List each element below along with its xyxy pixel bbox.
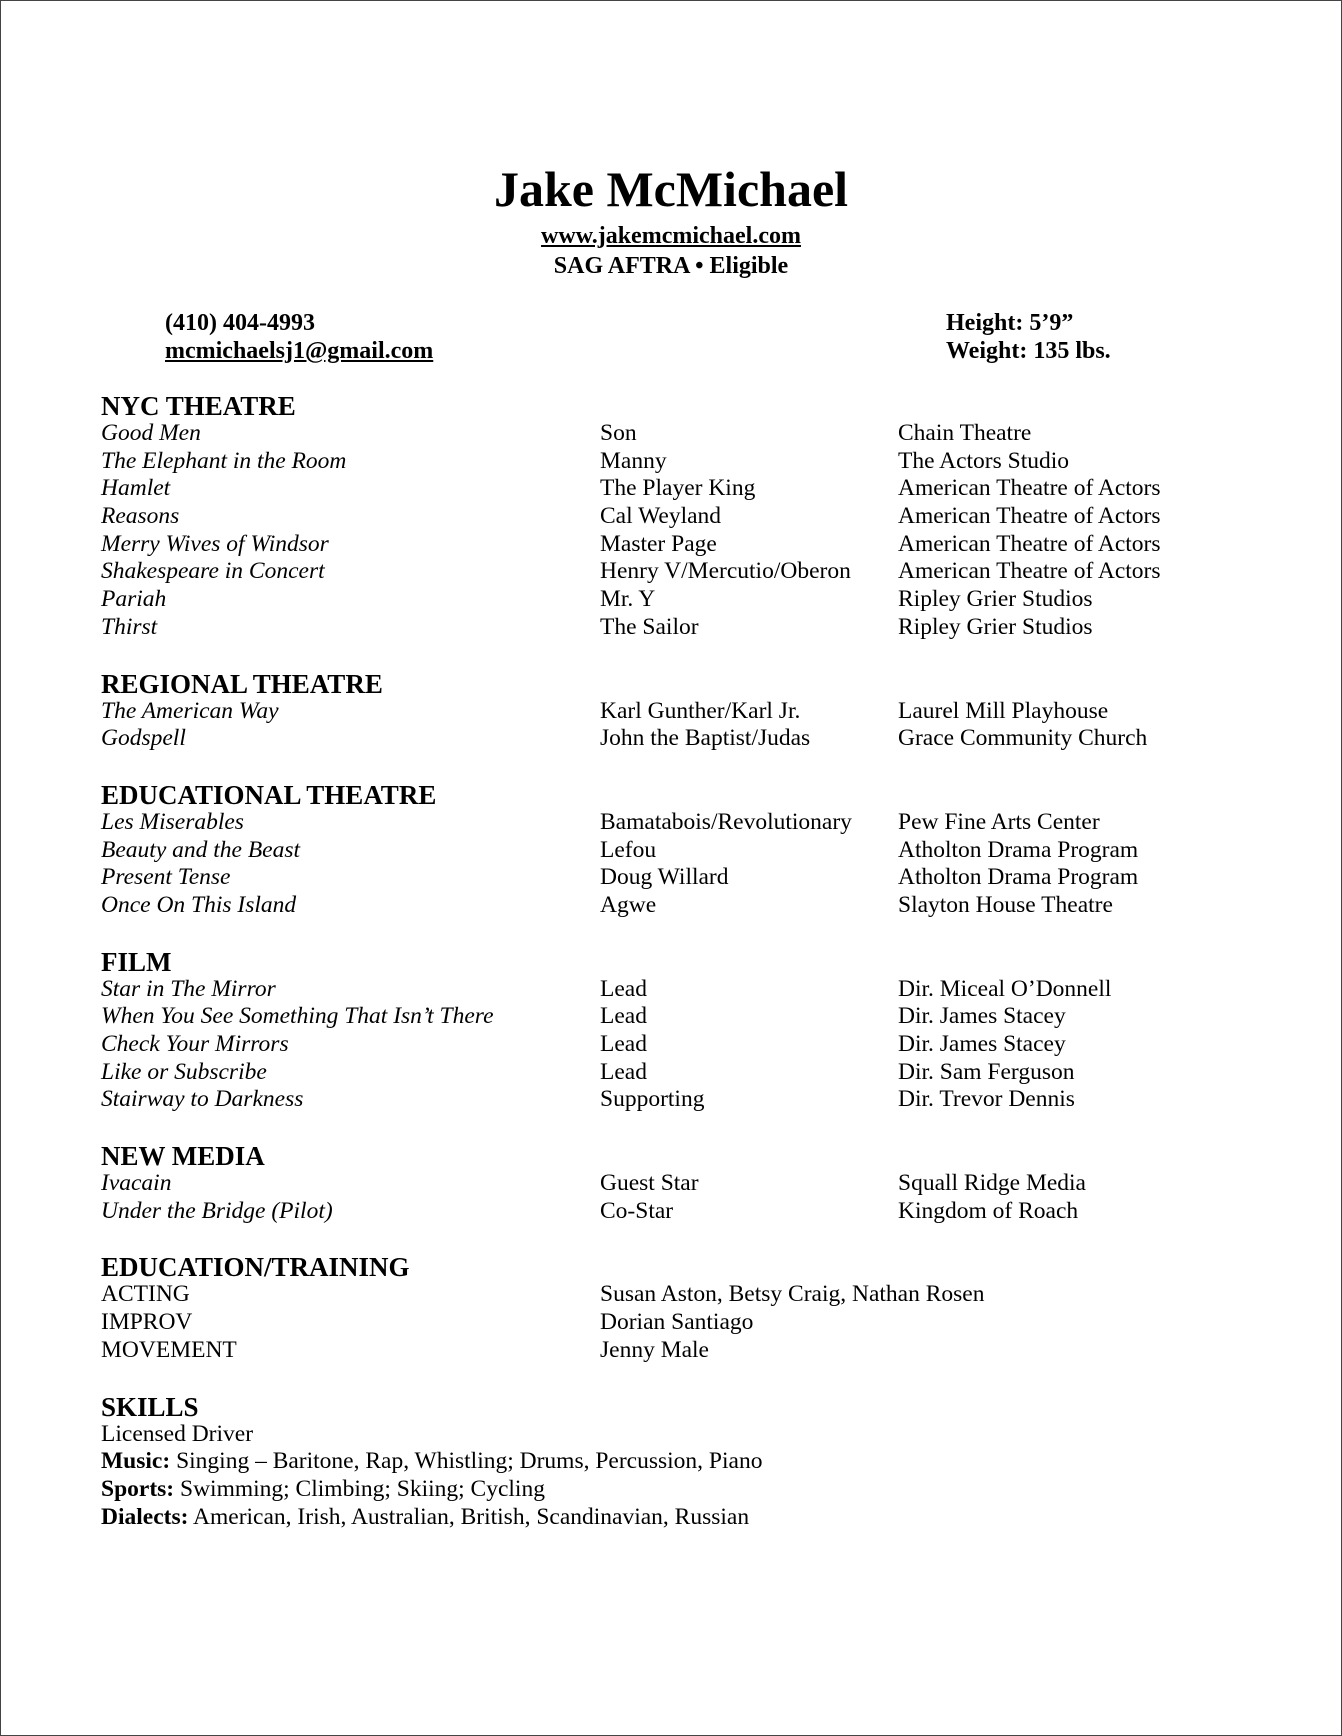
credit-section (101, 781, 1281, 920)
union-status: SAG AFTRA • Eligible (553, 253, 789, 279)
training-row (101, 1281, 1281, 1309)
credit-role: Henry V/Mercutio/Oberon (600, 558, 851, 585)
credit-role: Master Page (600, 530, 717, 557)
resume-sections (101, 392, 1281, 1559)
credit-role: Co-Star (600, 1197, 674, 1224)
credit-venue: American Theatre of Actors (898, 503, 1161, 530)
credit-role: Mr. Y (600, 586, 656, 613)
credit-section (101, 392, 1281, 642)
skill-label: Sports: (101, 1475, 175, 1502)
height-stat: Height: 5’9” (946, 310, 1074, 336)
credit-role: Cal Weyland (600, 503, 722, 530)
credit-role: Guest Star (600, 1170, 699, 1197)
skill-label: Music: (101, 1448, 171, 1475)
email-link[interactable]: mcmichaelsj1@gmail.com (165, 338, 434, 364)
credit-venue: American Theatre of Actors (898, 530, 1161, 557)
credit-title: Good Men (101, 420, 201, 446)
training-instructors: Dorian Santiago (600, 1309, 754, 1336)
credit-role: Supporting (600, 1086, 705, 1113)
credit-row (101, 864, 1281, 892)
credit-row (101, 725, 1281, 753)
actor-name: Jake McMichael (493, 161, 849, 217)
contact-info (165, 309, 433, 365)
credit-title: Check Your Mirrors (101, 1031, 289, 1057)
credit-row (101, 1170, 1281, 1198)
credit-venue: Dir. Sam Ferguson (898, 1058, 1075, 1085)
credit-row (101, 531, 1281, 559)
credit-title: Merry Wives of Windsor (101, 530, 329, 557)
credit-row (101, 586, 1281, 614)
credit-venue: Squall Ridge Media (898, 1170, 1086, 1197)
credit-role: The Sailor (600, 613, 699, 640)
training-category: IMPROV (101, 1309, 193, 1336)
skill-line (101, 1476, 1281, 1504)
credit-title: Hamlet (101, 475, 171, 502)
skill-text: Singing – Baritone, Rap, Whistling; Drums, Percussion, Piano (170, 1448, 763, 1475)
training-section (101, 1253, 1281, 1364)
credit-row (101, 809, 1281, 837)
credit-role: Karl Gunther/Karl Jr. (600, 697, 801, 724)
phone-number: (410) 404-4993 (165, 310, 315, 336)
credit-venue: Dir. James Stacey (898, 1031, 1066, 1057)
credit-title: Reasons (101, 503, 180, 530)
credit-role: Manny (600, 447, 667, 474)
credit-role: Agwe (600, 891, 657, 918)
credit-title: Beauty and the Beast (101, 836, 301, 863)
skill-text: Licensed Driver (101, 1420, 254, 1447)
credit-venue: Slayton House Theatre (898, 891, 1113, 918)
credit-title: Ivacain (101, 1170, 172, 1197)
credit-role: Bamatabois/Revolutionary (600, 808, 852, 835)
credit-section (101, 670, 1281, 753)
credit-title: Star in The Mirror (101, 975, 276, 1002)
training-category: MOVEMENT (101, 1336, 237, 1363)
skill-line (101, 1504, 1281, 1532)
credit-venue: Dir. James Stacey (898, 1003, 1066, 1030)
credit-title: Les Miserables (101, 808, 244, 835)
skill-label: Dialects: (101, 1503, 189, 1530)
credit-section (101, 1142, 1281, 1225)
credit-row (101, 837, 1281, 865)
credit-venue: Grace Community Church (898, 725, 1148, 752)
credit-title: Once On This Island (101, 891, 297, 918)
training-instructors: Susan Aston, Betsy Craig, Nathan Rosen (600, 1281, 985, 1308)
credit-role: Lead (600, 1058, 647, 1085)
credit-row (101, 448, 1281, 476)
credit-row (101, 503, 1281, 531)
credit-row (101, 1031, 1281, 1059)
credit-row (101, 614, 1281, 642)
credit-row (101, 558, 1281, 586)
credit-title: The Elephant in the Room (101, 447, 347, 474)
credit-role: Doug Willard (600, 864, 729, 891)
credit-row (101, 892, 1281, 920)
training-instructors: Jenny Male (600, 1336, 709, 1363)
credit-venue: American Theatre of Actors (898, 475, 1161, 502)
credit-role: John the Baptist/Judas (600, 725, 811, 752)
credit-venue: Ripley Grier Studios (898, 586, 1093, 613)
credit-row (101, 1086, 1281, 1114)
credit-title: Stairway to Darkness (101, 1086, 304, 1113)
credit-row (101, 1003, 1281, 1031)
credit-venue: Pew Fine Arts Center (898, 808, 1100, 835)
training-category: ACTING (101, 1281, 190, 1308)
credit-title: The American Way (101, 697, 279, 724)
training-row (101, 1337, 1281, 1365)
credit-venue: Dir. Trevor Dennis (898, 1086, 1075, 1113)
credit-venue: Ripley Grier Studios (898, 613, 1093, 640)
credit-venue: The Actors Studio (898, 447, 1070, 474)
credit-title: Godspell (101, 725, 186, 752)
weight-stat: Weight: 135 lbs. (946, 338, 1111, 364)
credit-row (101, 420, 1281, 448)
credit-row (101, 698, 1281, 726)
credit-venue: Chain Theatre (898, 420, 1032, 446)
credit-role: Son (600, 420, 637, 446)
skill-text: American, Irish, Australian, British, Scandinavian, Russian (188, 1503, 750, 1530)
credit-venue: Atholton Drama Program (898, 836, 1139, 863)
skills-section (101, 1393, 1281, 1532)
physical-stats (946, 309, 1111, 365)
section-title: NYC THEATRE (101, 391, 296, 421)
credit-row (101, 976, 1281, 1004)
credit-row (101, 475, 1281, 503)
credit-title: Like or Subscribe (101, 1058, 267, 1085)
section-title: FILM (101, 946, 172, 977)
credit-title: When You See Something That Isn’t There (101, 1003, 494, 1030)
credit-venue: Dir. Miceal O’Donnell (898, 975, 1112, 1002)
credit-role: The Player King (600, 475, 756, 502)
section-title: EDUCATION/TRAINING (101, 1252, 410, 1283)
credit-title: Present Tense (101, 864, 231, 891)
credit-venue: Atholton Drama Program (898, 864, 1139, 891)
credit-role: Lead (600, 1031, 647, 1057)
credit-title: Pariah (101, 586, 167, 613)
skill-line (101, 1448, 1281, 1476)
skill-text: Swimming; Climbing; Skiing; Cycling (174, 1475, 545, 1502)
credit-title: Under the Bridge (Pilot) (101, 1197, 333, 1224)
credit-role: Lead (600, 1003, 647, 1030)
credit-row (101, 1059, 1281, 1087)
credit-venue: Laurel Mill Playhouse (898, 697, 1109, 724)
credit-title: Shakespeare in Concert (101, 558, 325, 585)
training-row (101, 1309, 1281, 1337)
credit-role: Lefou (600, 836, 657, 863)
section-title: REGIONAL THEATRE (101, 668, 383, 699)
credit-venue: American Theatre of Actors (898, 558, 1161, 585)
credit-section (101, 948, 1281, 1114)
credit-row (101, 1198, 1281, 1226)
section-title: EDUCATIONAL THEATRE (101, 779, 437, 810)
credit-venue: Kingdom of Roach (898, 1197, 1079, 1224)
credit-title: Thirst (101, 613, 158, 640)
skill-line (101, 1421, 1281, 1449)
website-link[interactable]: www.jakemcmichael.com (541, 223, 801, 249)
section-title: SKILLS (101, 1391, 199, 1422)
credit-role: Lead (600, 975, 647, 1002)
section-title: NEW MEDIA (101, 1141, 265, 1172)
